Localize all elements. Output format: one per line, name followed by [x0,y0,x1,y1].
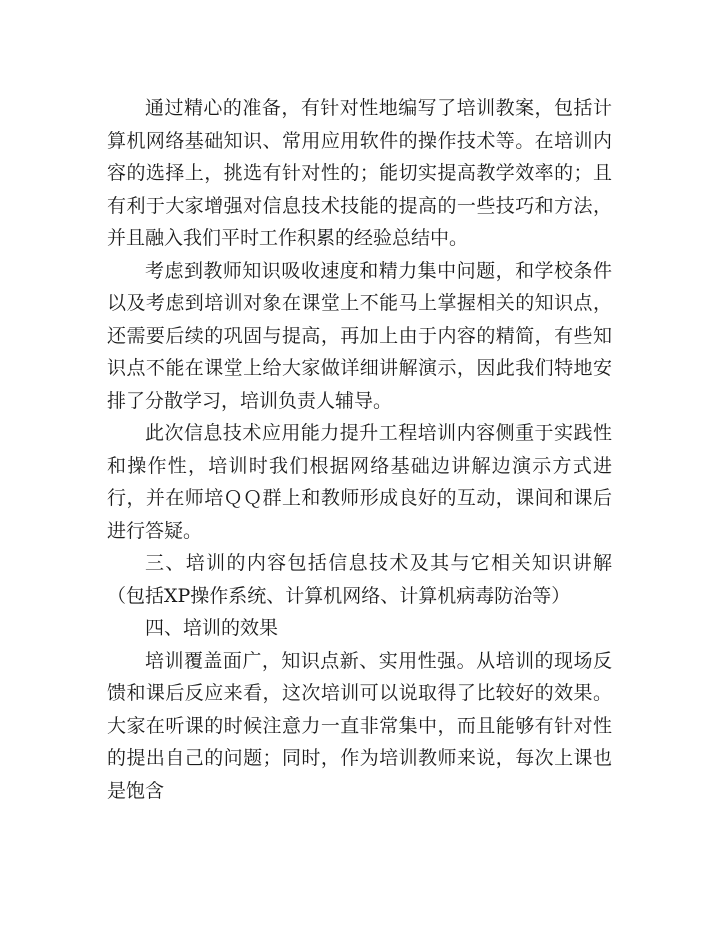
paragraph-preparation: 通过精心的准备，有针对性地编写了培训教案，包括计算机网络基础知识、常用应用软件的操作技术等。在培训内容的选择上，挑选有针对性的；能切实提高教学效率的；且有利于大家增强对信息技术技能的提高的一些技巧和方法，并且融入我们平时工作积累的经验总结中。 [107,97,612,249]
paragraph-practice-focus: 此次信息技术应用能力提升工程培训内容侧重于实践性和操作性，培训时我们根据网络基础边讲解边演示方式进行，并在师培ＱＱ群上和教师形成良好的互动，课间和课后进行答疑。 [107,422,612,542]
paragraph-effects: 培训覆盖面广，知识点新、实用性强。从培训的现场反馈和课后反应来看，这次培训可以说取得了比较好的效果。大家在听课的时候注意力一直非常集中，而且能够有针对性的提出自己的问题；同时，作为培训教师来说，每次上课也是饱含 [107,649,612,802]
paragraph-considerations: 考虑到教师知识吸收速度和精力集中问题，和学校条件以及考虑到培训对象在课堂上不能马上掌握相关的知识点，还需要后续的巩固与提高，再加上由于内容的精简，有些知识点不能在课堂上给大家做详细讲解演示，因此我们特地安排了分散学习，培训负责人辅导。 [107,259,612,412]
document-body [107,92,612,807]
section-heading-effects: 四、培训的效果 [145,617,279,639]
paragraph-section-three: 三、培训的内容包括信息技术及其与它相关知识讲解（包括XP操作系统、计算机网络、计算机病毒防治等） [107,552,612,607]
